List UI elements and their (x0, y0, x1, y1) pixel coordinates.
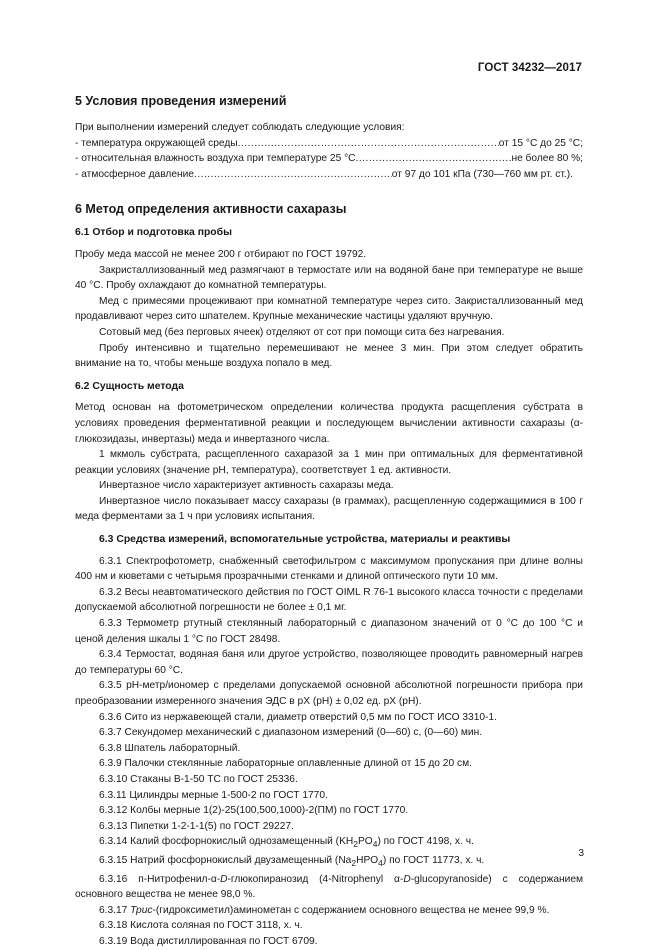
document-body (75, 92, 583, 950)
list-item: 6.3.15 Натрий фосфорнокислый двузамещенный $(Na_2HPO_4)$ по ГОСТ 11773, х. ч. (99, 854, 485, 868)
condition-temperature: - температура окружающей среды ..... от 15 °С до 25 °С; (75, 136, 583, 152)
page-number: 3 (578, 848, 584, 859)
paragraph: Сотовый мед (без перговых ячеек) отделяют от сот при помощи сита без нагревания. (99, 326, 505, 338)
list-item: 6.3.3 Термометр ртутный стеклянный лабораторный с диапазоном значений от 0 °С до 100 °С и ценой деления шкалы 1 °С по ГОСТ 28498. (75, 618, 583, 645)
list-item: 6.3.17 Трис-(гидроксиметил)аминометан с содержанием основного вещества не менее 99,9 %. (99, 904, 550, 916)
list-item: 6.3.8 Шпатель лабораторный. (99, 742, 241, 754)
paragraph: 1 мкмоль субстрата, расщепленного сахаразой за 1 мин при оптимальных для ферментативной реакции условиях (значение рН, температура), соответствует 1 ед. активности. (75, 449, 583, 476)
subsection-6-2-title: 6.2 Сущность метода (75, 380, 184, 392)
subsection-6-1-title: 6.1 Отбор и подготовка пробы (75, 227, 232, 239)
list-item: 6.3.16 п-Нитрофенил-α-D-глюкопиранозид (4-Nitrophenyl α-D-glucopyranoside) с содержанием основного вещества не менее 98,0 %. (75, 873, 583, 901)
section-5-intro: При выполнении измерений следует соблюдать следующие условия: (75, 122, 405, 133)
condition-humidity: - относительная влажность воздуха при температуре 25 °С ..... не более 80 %; (75, 151, 583, 167)
list-item: 6.3.19 Вода дистиллированная по ГОСТ 6709. (99, 935, 318, 947)
list-item: 6.3.13 Пипетки 1-2-1-1(5) по ГОСТ 29227. (99, 820, 294, 832)
section-6-title: 6 Метод определения активности сахаразы (75, 202, 347, 217)
list-item: 6.3.4 Термостат, водяная баня или другое устройство, позволяющее проводить равномерный нагрев до температуры 60 °С. (75, 649, 583, 676)
list-item: 6.3.7 Секундомер механический с диапазоном измерений (0—60) с, (0—60) мин. (99, 727, 483, 739)
list-item: 6.3.10 Стаканы В-1-50 ТС по ГОСТ 25336. (99, 773, 298, 785)
subsection-6-3-title: 6.3 Средства измерений, вспомогательные устройства, материалы и реактивы (99, 534, 511, 546)
paragraph: Метод основан на фотометрическом определении количества продукта расщепления субстрата в условиях проведения ферментативной реакции и последующем вычислении активности сахаразы (α-глюкозидазы, инвертазы) меда и инвертазного числа. (75, 402, 583, 445)
paragraph: Инвертазное число показывает массу сахаразы (в граммах), расщепленную содержащимися в 100 г меда ферментами за 1 ч при условиях испытания. (75, 495, 583, 523)
condition-pressure: - атмосферное давление ..... от 97 до 101 кПа (730—760 мм рт. ст.). (75, 167, 583, 183)
section-5-title: 5 Условия проведения измерений (75, 94, 287, 108)
list-item: 6.3.9 Палочки стеклянные лабораторные оплавленные длиной от 15 до 20 см. (99, 758, 472, 770)
paragraph: Инвертазное число характеризует активность сахаразы меда. (99, 480, 394, 492)
list-item: 6.3.5 pH-метр/иономер с пределами допускаемой основной абсолютной погрешности прибора при преобразовании измеренного значения ЭДС в рХ (рН) ± 0,02 ед. рХ (рН). (75, 680, 583, 707)
paragraph: Пробу интенсивно и тщательно перемешивают не менее 3 мин. При этом следует обратить внимание на то, чтобы меньше воздуха попало в мед. (75, 342, 583, 370)
list-item: 6.3.2 Весы неавтоматического действия по ГОСТ OIML R 76-1 высокого класса точности с пределами допускаемой абсолютной погрешности не более ± 0,1 мг. (75, 586, 583, 614)
list-item: 6.3.18 Кислота соляная по ГОСТ 3118, х. ч. (99, 920, 303, 932)
list-item: 6.3.12 Колбы мерные 1(2)-25(100,500,1000)-2(ПМ) по ГОСТ 1770. (99, 805, 409, 817)
paragraph: Мед с примесями процеживают при комнатной температуре через сито. Закристаллизованный мед продавливают через сито шпателем. Крупные механические частицы удаляют вручную. (75, 295, 583, 323)
document-code: ГОСТ 34232—2017 (477, 62, 582, 74)
paragraph: Пробу меда массой не менее 200 г отбирают по ГОСТ 19792. (75, 248, 367, 260)
paragraph: Закристаллизованный мед размягчают в термостате или на водяной бане при температуре не выше 40 °С. Пробу охлаждают до комнатной температуры. (75, 264, 583, 292)
list-item: 6.3.1 Спектрофотометр, снабженный светофильтром с максимумом пропускания при длине волны 400 нм и кюветами с четырьмя прозрачными стенками и длиной оптического пути 10 мм. (75, 555, 583, 583)
list-item: 6.3.14 Калий фосфорнокислый однозамещенный $(KH_2PO_4)$ по ГОСТ 4198, х. ч. (99, 836, 474, 850)
list-item: 6.3.11 Цилиндры мерные 1-500-2 по ГОСТ 1770. (99, 789, 328, 801)
list-item: 6.3.6 Сито из нержавеющей стали, диаметр отверстий 0,5 мм по ГОСТ ИСО 3310-1. (99, 711, 497, 723)
